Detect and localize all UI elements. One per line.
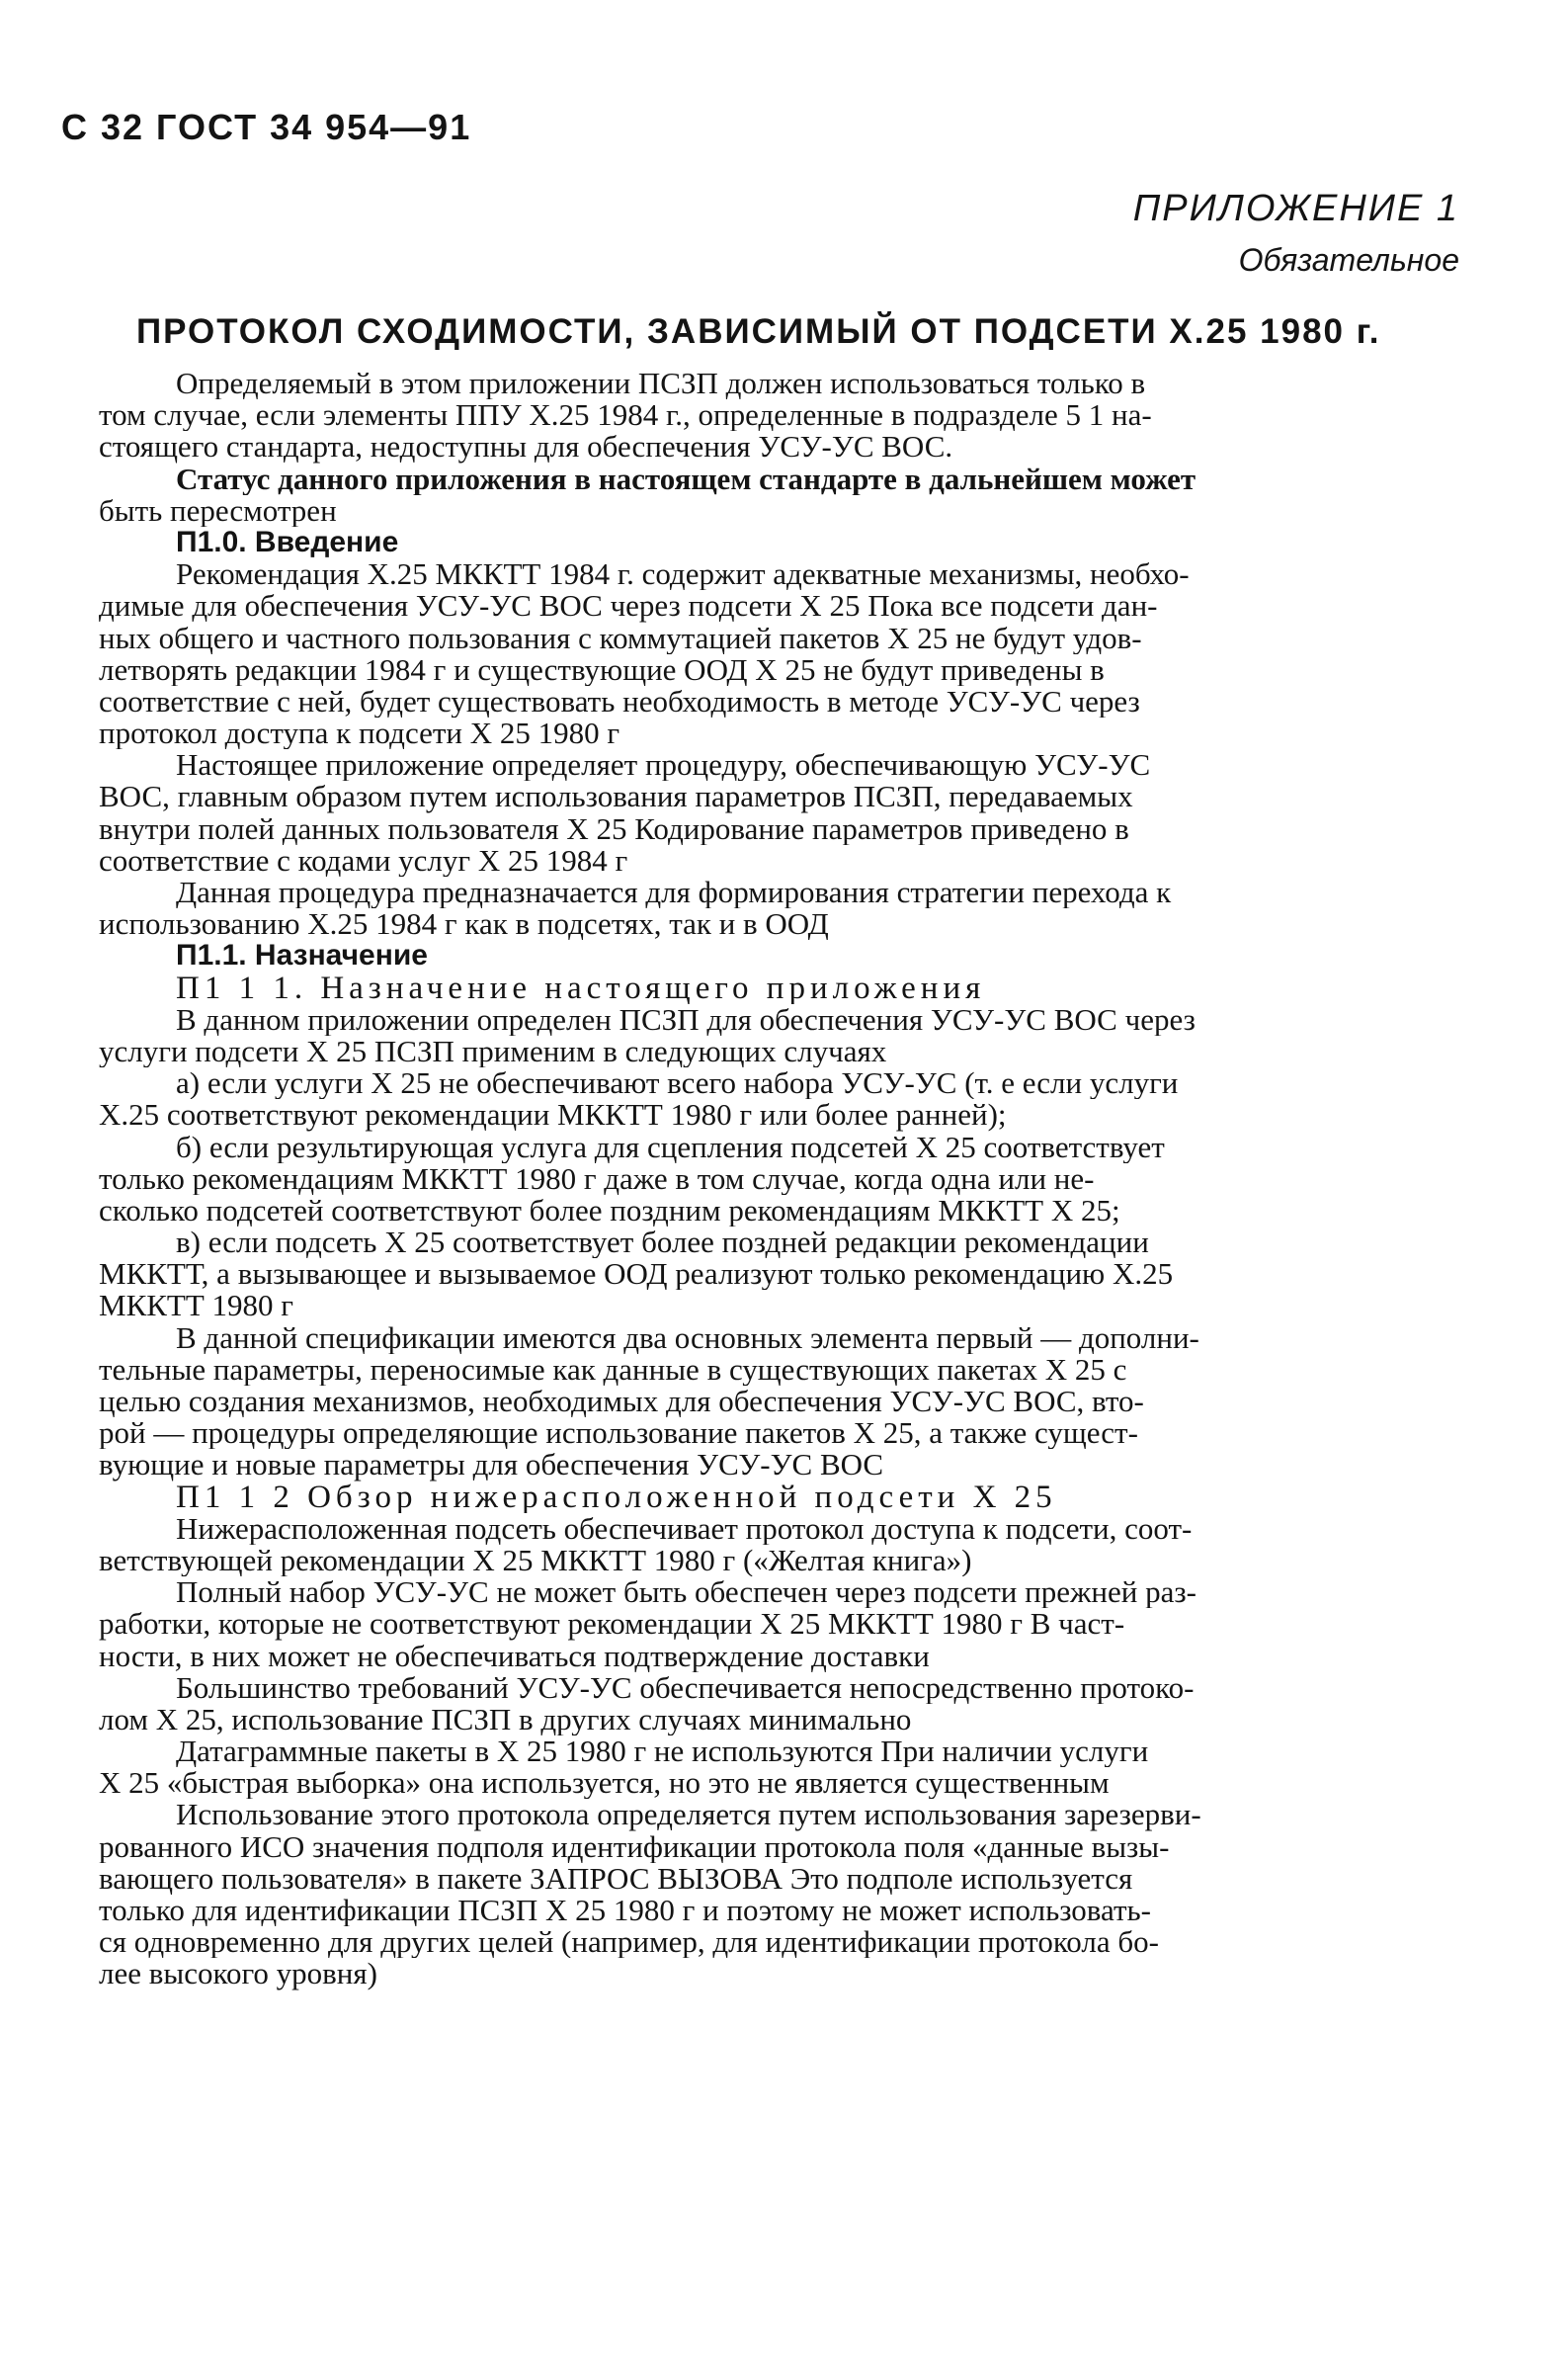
- text-line: внутри полей данных пользователя X 25 Кодирование параметров приведено в: [99, 812, 1129, 845]
- text-line: только для идентификации ПСЗП X 25 1980 г и поэтому не может использовать-: [99, 1895, 1151, 1927]
- text-line: протокол доступа к подсети X 25 1980 г: [99, 718, 620, 750]
- text-line: МККТТ 1980 г: [99, 1290, 294, 1322]
- text-line: Использование этого протокола определяется путем использования зарезерви-: [176, 1799, 1201, 1831]
- text-line: а) если услуги X 25 не обеспечивают всего набора УСУ-УС (т. е если услуги: [176, 1067, 1179, 1100]
- text-line: рованного ИСО значения подполя идентификации протокола поля «данные вызы-: [99, 1830, 1170, 1863]
- text-line: стоящего стандарта, недоступны для обеспечения УСУ-УС ВОС.: [99, 431, 953, 464]
- text-line: в) если подсеть X 25 соответствует более поздней редакции рекомендации: [176, 1227, 1149, 1259]
- text-line: соответствие с кодами услуг X 25 1984 г: [99, 844, 628, 877]
- text-line: целью создания механизмов, необходимых для обеспечения УСУ-УС ВОС, вто-: [99, 1386, 1144, 1418]
- appendix-number: ПРИЛОЖЕНИЕ 1: [1132, 188, 1459, 229]
- text-line: услуги подсети X 25 ПСЗП применим в следующих случаях: [99, 1035, 887, 1068]
- subsection-heading: П1 1 1. Назначение настоящего приложения: [176, 972, 986, 1004]
- text-line: ности, в них может не обеспечиваться подтверждение доставки: [99, 1640, 930, 1672]
- text-line: димые для обеспечения УСУ-УС ВОС через подсети X 25 Пока все подсети дан-: [99, 590, 1158, 623]
- appendix-label-block: [1133, 188, 1459, 279]
- text-line: летворять редакции 1984 г и существующие ООД X 25 не будут приведены в: [99, 653, 1105, 686]
- text-line: соответствие с ней, будет существовать необходимость в методе УСУ-УС через: [99, 685, 1140, 719]
- text-line: том случае, если элементы ППУ X.25 1984 г., определенные в подразделе 5 1 на-: [99, 399, 1152, 432]
- text-line: рой — процедуры определяющие использование пакетов X 25, а также сущест-: [99, 1417, 1138, 1450]
- text-line: В данной спецификации имеются два основных элемента первый — дополни-: [176, 1321, 1199, 1354]
- text-line: ВОС, главным образом путем использования параметров ПСЗП, передаваемых: [99, 781, 1133, 813]
- page-header: С 32 ГОСТ 34 954—91: [61, 107, 472, 147]
- text-line: б) если результирующая услуга для сцепления подсетей X 25 соответствует: [176, 1131, 1165, 1163]
- text-line: Статус данного приложения в настоящем стандарте в дальнейшем может: [176, 463, 1197, 495]
- text-line: работки, которые не соответствуют рекомендации X 25 МККТТ 1980 г В част-: [99, 1608, 1125, 1641]
- text-line: Рекомендация X.25 МККТТ 1984 г. содержит адекватные механизмы, необхо-: [176, 558, 1190, 591]
- text-line: Определяемый в этом приложении ПСЗП должен использоваться только в: [176, 368, 1146, 400]
- document-title: ПРОТОКОЛ СХОДИМОСТИ, ЗАВИСИМЫЙ ОТ ПОДСЕТИ X.25 1980 г.: [136, 312, 1381, 351]
- text-line: тельные параметры, переносимые как данные в существующих пакетах X 25 с: [99, 1353, 1127, 1386]
- section-heading: П1.1. Назначение: [176, 940, 428, 973]
- text-line: Датаграммные пакеты в X 25 1980 г не используются При наличии услуги: [176, 1735, 1149, 1768]
- text-line: вающего пользователя» в пакете ЗАПРОС ВЫЗОВА Это подполе используется: [99, 1862, 1133, 1895]
- section-heading: П1.0. Введение: [176, 526, 399, 558]
- text-line: X 25 «быстрая выборка» она используется, но это не является существенным: [99, 1767, 1110, 1800]
- text-line: ветствующей рекомендации X 25 МККТТ 1980 г («Желтая книга»): [99, 1544, 972, 1577]
- text-line: Большинство требований УСУ-УС обеспечивается непосредственно протоко-: [176, 1671, 1195, 1704]
- text-line: ных общего и частного пользования с коммутацией пакетов X 25 не будут удов-: [99, 622, 1142, 654]
- text-line: быть пересмотрен: [99, 494, 337, 527]
- appendix-status: Обязательное: [1238, 242, 1459, 278]
- text-line: лее высокого уровня): [99, 1958, 377, 1990]
- text-line: использованию X.25 1984 г как в подсетях, так и в ООД: [99, 908, 829, 941]
- text-line: ся одновременно для других целей (например, для идентификации протокола бо-: [99, 1926, 1159, 1959]
- text-line: Нижерасположенная подсеть обеспечивает протокол доступа к подсети, соот-: [176, 1512, 1193, 1545]
- text-line: Настоящее приложение определяет процедуру, обеспечивающую УСУ-УС: [176, 749, 1151, 782]
- body-text: [99, 368, 1472, 1990]
- text-line: лом X 25, использование ПСЗП в других случаях минимально: [99, 1703, 912, 1736]
- text-line: В данном приложении определен ПСЗП для обеспечения УСУ-УС ВОС через: [176, 1003, 1196, 1036]
- text-line: X.25 соответствуют рекомендации МККТТ 1980 г или более ранней);: [99, 1099, 1007, 1132]
- text-line: вующие и новые параметры для обеспечения УСУ-УС ВОС: [99, 1449, 884, 1481]
- text-line: Полный набор УСУ-УС не может быть обеспечен через подсети прежней раз-: [176, 1576, 1197, 1609]
- text-line: сколько подсетей соответствуют более поздним рекомендациям МККТТ X 25;: [99, 1194, 1120, 1227]
- subsection-heading: П1 1 2 Обзор нижерасположенной подсети X 25: [176, 1481, 1057, 1513]
- text-line: Данная процедура предназначается для формирования стратегии перехода к: [176, 877, 1172, 909]
- text-line: МККТТ, а вызывающее и вызываемое ООД реализуют только рекомендацию X.25: [99, 1258, 1174, 1291]
- text-line: только рекомендациям МККТТ 1980 г даже в том случае, когда одна или не-: [99, 1162, 1095, 1195]
